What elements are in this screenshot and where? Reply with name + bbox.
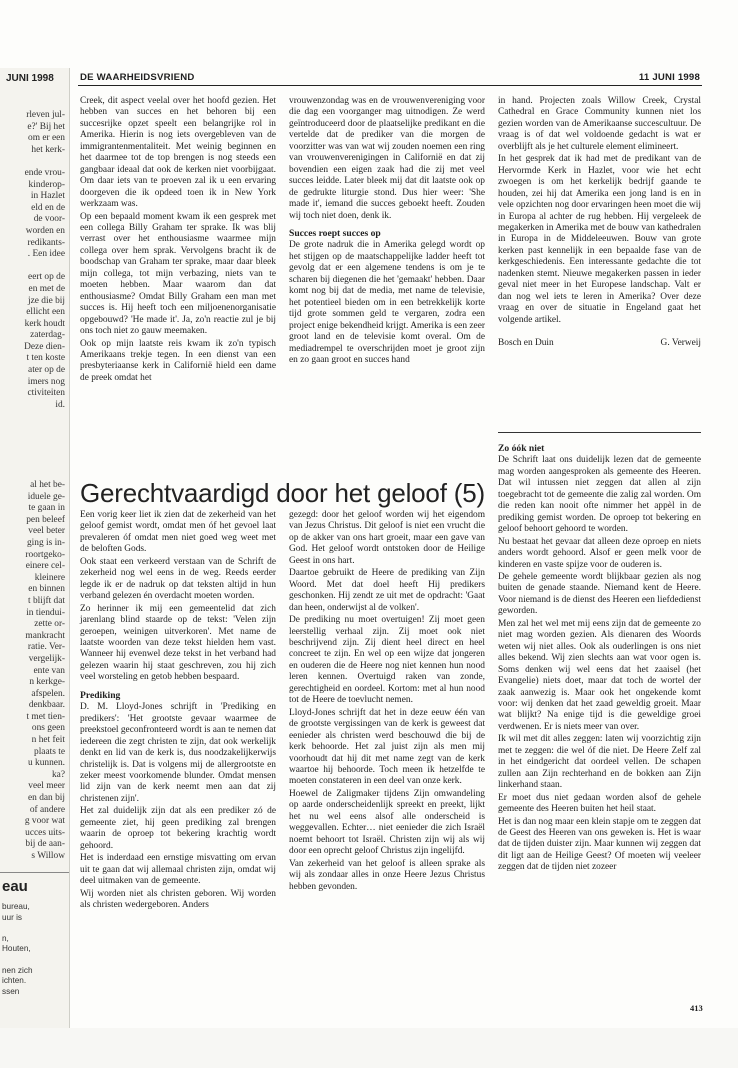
paragraph: vrouwenzondag was en de vrouwenvereniging voor die dag een voorganger mag uitnodigen. Ze werd geïntroduceerd door de plaatselijke predikant en die vertelde dat de prediker van die morgen de voorzitter was van wat wij zouden noemen een ring van vrouwenverenigingen in Californië en dat zij bovendien een eigen zaak had die zij met veel succes leidde. Later bleek mij dat dit laatste ook op de gedrukte liturgie stond. Dus hier weer: 'She made it', iemand die succes geboekt heeft. Zouden wij toch niet doen, denk ik. (289, 96, 485, 221)
page-number: 413 (690, 1003, 703, 1013)
paragraph: gezegd: door het geloof worden wij het eigendom van Jezus Christus. Dit geloof is niet een vrucht die op de akker van ons hart groeit, maar een gave van God. Het geloof wordt ontstoken door de Heilige Geest in ons hart. (289, 510, 485, 566)
paragraph: Het is dan nog maar een klein stapje om te zeggen dat de Geest des Heeren van ons geweken is. Het is waar dat de tijden duister zijn. Maar kunnen wij zeggen dat dit ligt aan de Heilige Geest? Of moeten wij veeleer zeggen dat de tijden niet zozeer (498, 816, 701, 873)
paragraph: Van zekerheid van het geloof is alleen sprake als wij als zondaar alles in onze Heere Jezus Christus hebben gevonden. (289, 858, 485, 892)
top-article-column-2 (289, 96, 485, 367)
paragraph: Zo herinner ik mij een gemeentelid dat zich jarenlang blind staarde op de tekst: 'Velen zijn geroepen, weinigen uitverkoren'. Met name de laatste woorden van deze tekst hielden hem vast. Wanneer hij evenwel deze tekst in het verband had gelezen waarin hij staat geschreven, zou hij zich veel worsteling en getob hebben bespaard. (80, 603, 276, 683)
previous-page-box-title: eau (2, 878, 28, 895)
section-heading: Zo óók niet (498, 443, 545, 454)
paragraph: Ik wil met dit alles zeggen: laten wij voorzichtig zijn met te zeggen: die wel óf die niet. De Heere Zelf zal in het eindgericht dat oordeel vellen. De schapen zullen aan Zijn rechterhand en de bokken aan Zijn linkerhand staan. (498, 734, 701, 791)
top-article-column-1 (80, 96, 276, 385)
previous-page-text-bottom: al het be- iduele ge- te gaan in pen beleef veel beter ging is in- roortgeko- einere cel- kleinere en binnen t blijft dat in tiendui- zette or- mankracht ratie. Ver- vergelijk- ente van n kerkge- afspelen. denkbaar. t met tien- ons geen n het feit plaats te u kunnen. ka? veel meer en dan bij of andere g voor wat ucces uits- bij de aan- s Willow (24, 480, 65, 861)
previous-page-edge (0, 68, 70, 1028)
article-headline: Gerechtvaardigd door het geloof (5) (80, 478, 485, 508)
byline-author: G. Verweij (660, 338, 701, 349)
paragraph: De Schrift laat ons duidelijk lezen dat de gemeente mag worden aangesproken als gemeente des Heeren. Dat wil intussen niet zeggen dat allen al zijn toegebracht tot de gemeente die zalig zal worden. Om die reden kan nooit ofte nimmer het appèl in de prediking gemist worden. De oproep tot bekering en geloof behoort gehoord te worden. (498, 455, 701, 535)
paragraph: in hand. Projecten zoals Willow Creek, Crystal Cathedral en Grace Community kunnen niet los gezien worden van de Amerikaanse succescultuur. De vraag is of dat wel voldoende gedacht is wat er overblijft als je het culturele element elimineert. (498, 96, 701, 152)
column-divider-rule (498, 432, 701, 433)
paragraph: Hoewel de Zaligmaker tijdens Zijn omwandeling op aarde onderscheidenlijk spreekt en preekt, lijkt het nu wel eens alsof alle onderscheid is weggevallen. Echter… niet eenieder die zich Israël noemt behoort tot Israël. Christen zijn wij als wij door een oprecht geloof Christus zijn ingelijfd. (289, 788, 485, 857)
byline-location: Bosch en Duin (498, 338, 554, 349)
previous-page-date: JUNI 1998 (6, 73, 54, 84)
page-header (78, 72, 702, 86)
section-heading: Prediking (80, 689, 121, 701)
paragraph: Ook staat een verkeerd verstaan van de Schrift de zekerheid nog wel eens in de weg. Reeds eerder legde ik er de nadruk op dat teksten altijd in hun verband gelezen én overdacht moeten worden. (80, 556, 276, 602)
paragraph: Nu bestaat het gevaar dat alleen deze oproep en niets anders wordt gehoord. Alsof er geen melk voor de kinderen en vaste spijze voor de ouderen is. (498, 536, 701, 570)
paragraph: Lloyd-Jones schrijft dat het in deze eeuw één van de grootste vergissingen van de kerk is geweest dat eenieder als christen werd beschouwd die bij de kerk behoorde. Het zal juist zijn als men mij voorhoudt dat hij dit met name zegt van de kerk waartoe hij behoorde. Toch meen ik hetzelfde te moeten constateren in een deel van onze kerk. (289, 707, 485, 787)
paragraph: Er moet dus niet gedaan worden alsof de gehele gemeente des Heeren buiten het heil staat. (498, 792, 701, 815)
previous-page-box-body: bureau, uur is n, Houten, nen zich ichten. ssen (2, 902, 33, 996)
paragraph: Het is inderdaad een ernstige misvatting om ervan uit te gaan dat wij allemaal christen zijn, omdat wij deel uitmaken van de gemeente. (80, 853, 276, 887)
issue-date: 11 JUNI 1998 (638, 72, 700, 83)
paragraph: Wij worden niet als christen geboren. Wij worden als christen wedergeboren. Anders (80, 888, 276, 910)
paragraph: De gehele gemeente wordt blijkbaar gezien als nog buiten de genade staande. Niemand kent de Heere. Voor niemand is de dienst des Heeren een liefdedienst geworden. (498, 571, 701, 617)
previous-page-box-rule (0, 872, 69, 873)
paragraph: Het zal duidelijk zijn dat als een prediker zó de gemeente ziet, hij geen prediking zal brengen waarin de oproep tot bekering krachtig wordt gehoord. (80, 806, 276, 851)
byline (498, 338, 701, 349)
paragraph: Daartoe gebruikt de Heere de prediking van Zijn Woord. Met dat doel heeft Hij predikers geschonken. Hij zendt ze uit met de opdracht: 'Gaat dan heen, onderwijst al de volken'. (289, 568, 485, 613)
paragraph: D. M. Lloyd-Jones schrijft in 'Prediking en predikers': 'Het grootste gevaar waarmee de preekstoel geconfronteerd wordt is aan te nemen dat iedereen die zegt christen te zijn, dat ook werkelijk denkt en lid van de kerk is, dus noodzakelijkerwijs christelijk is. Dat is volgens mij de allergrootste en zeker meest voorkomende blunder. Omdat mensen lid zijn van de kerk neemt men aan dat zij christenen zijn'. (80, 702, 277, 804)
paragraph: Creek, dit aspect veelal over het hoofd gezien. Het hebben van succes en het behoren bij een succesrijke opzet speelt een belangrijke rol in Amerika. Hierin is nog iets overgebleven van de immigrantenmentaliteit. Met weinig beginnen en het daarmee tot de top brengen is nog steeds een gangbaar ideaal dat ook de kerken niet voorbijgaat. Om daar iets van te proeven zal ik u een ervaring doorgeven die ik opdeed toen ik in New York werkzaam was. (80, 96, 276, 210)
section-heading: Succes roept succes op (289, 227, 381, 239)
main-article-column-3 (498, 437, 701, 875)
main-article-column-1 (80, 510, 276, 912)
paragraph: De grote nadruk die in Amerika gelegd wordt op het stijgen op de maatschappelijke ladder heeft tot gevolg dat er een algemene tendens is om je te scharen bij diegenen die het 'gemaakt' hebben. Daar komt nog bij dat de media, met name de televisie, het potentieel bieden om in een betrekkelijk korte tijd grote sommen geld te vergaren, zodra een project enige bekendheid krijgt. Amerika is een zeer groot land en de televisie komt overal. Om de mediadrempel te overschrijden moet je groot zijn en zo gaan groot en succes hand (289, 240, 485, 365)
paragraph: Op een bepaald moment kwam ik een gesprek met een collega Billy Graham ter sprake. Ik was blij verrast over het enthousiasme waarmee mijn collega over hem sprak. Vervolgens bracht ik de boodschap van Graham ter sprake, maar daar bleek mijn collega, tot mijn verbazing, niets van te moeten hebben. Maar waarom dan dat enthousiasme? Omdat Billy Graham een man met succes is. Hij heeft toch een miljoenenorganisatie opgebouwd? 'He made it'. Ja, zo'n reactie zul je bij ons toch niet zo gauw meemaken. (80, 211, 276, 337)
top-article-column-3 (498, 96, 701, 350)
paragraph: Een vorig keer liet ik zien dat de zekerheid van het geloof gemist wordt, omdat men óf het gevoel laat prevaleren óf omdat men niet goed weg weet met de beloften Gods. (80, 510, 276, 555)
previous-page-text-top: rleven jul- e?' Bij het om er een het kerk- ende vrou- kinderop- in Hazlet eld en de de voor- worden en redikants- . Een idee eert op de en met de jze die bij ellicht een kerk houdt zaterdag- Deze dien- t ten koste ater op de imers nog ctiviteiten id. (24, 110, 65, 410)
main-article-column-2 (289, 510, 485, 894)
paragraph: Ook op mijn laatste reis kwam ik zo'n typisch Amerikaans trekje tegen. In een dienst van een presbyteriaanse kerk in Californië hield een dame de preek omdat het (80, 338, 276, 383)
page-bottom-margin (0, 1028, 738, 1068)
paragraph: De prediking nu moet overtuigen! Zij moet geen leerstellig verhaal zijn. Zij moet ook niet beschrijvend zijn. Zij dient heel direct en heel concreet te zijn. En wel op een wijze dat jongeren en ouderen die de Heere nog niet kennen hun nood leren kennen. Overtuigd raken van zonde, gerechtigheid en oordeel. Kortom: met al hun nood tot de Heere de toevlucht nemen. (289, 615, 485, 706)
paragraph: In het gesprek dat ik had met de predikant van de Hervormde Kerk in Hazlet, voor wie het echt zwoegen is om het kerkelijk bedrijf gaande te houden, zei hij dat Amerika een jong land is en in vele opzichten nog door ervaringen heen moet die wij in Europa al achter de rug hebben. Hij vergeleek de megakerken in Amerika met de bouw van kathedralen in Europa in de Middeleeuwen. Bouw van grote kerken past kennelijk in een bepaalde fase van de kerkgeschiedenis. Een interessante gedachte die tot nadenken stemt. Nieuwe megakerken passen in ieder geval niet meer in het Europese landschap. Valt er dan nog wel iets te leren in Amerika? Over deze vraag en over de situatie in Engeland gaat het volgende artikel. (498, 154, 701, 325)
publication-name: DE WAARHEIDSVRIEND (80, 72, 195, 83)
paragraph: Men zal het wel met mij eens zijn dat de gemeente zo niet mag worden gezien. Als dienaren des Woords weten wij niet alles. Ook als ouderlingen is ons niet alles bekend. Wij zien slechts aan wat voor ogen is. Soms denken wij wel eens dat het zaaisel (het Evangelie) niets doet, maar dat toch de wortel der zaak aanwezig is. Maar ook het ongekende komt voor: wij denken dat het zaad geweldig groeit. Maar wat blijkt? Na enige tijd is die geweldige groei verdwenen. Er is niets meer van over. (498, 618, 701, 732)
